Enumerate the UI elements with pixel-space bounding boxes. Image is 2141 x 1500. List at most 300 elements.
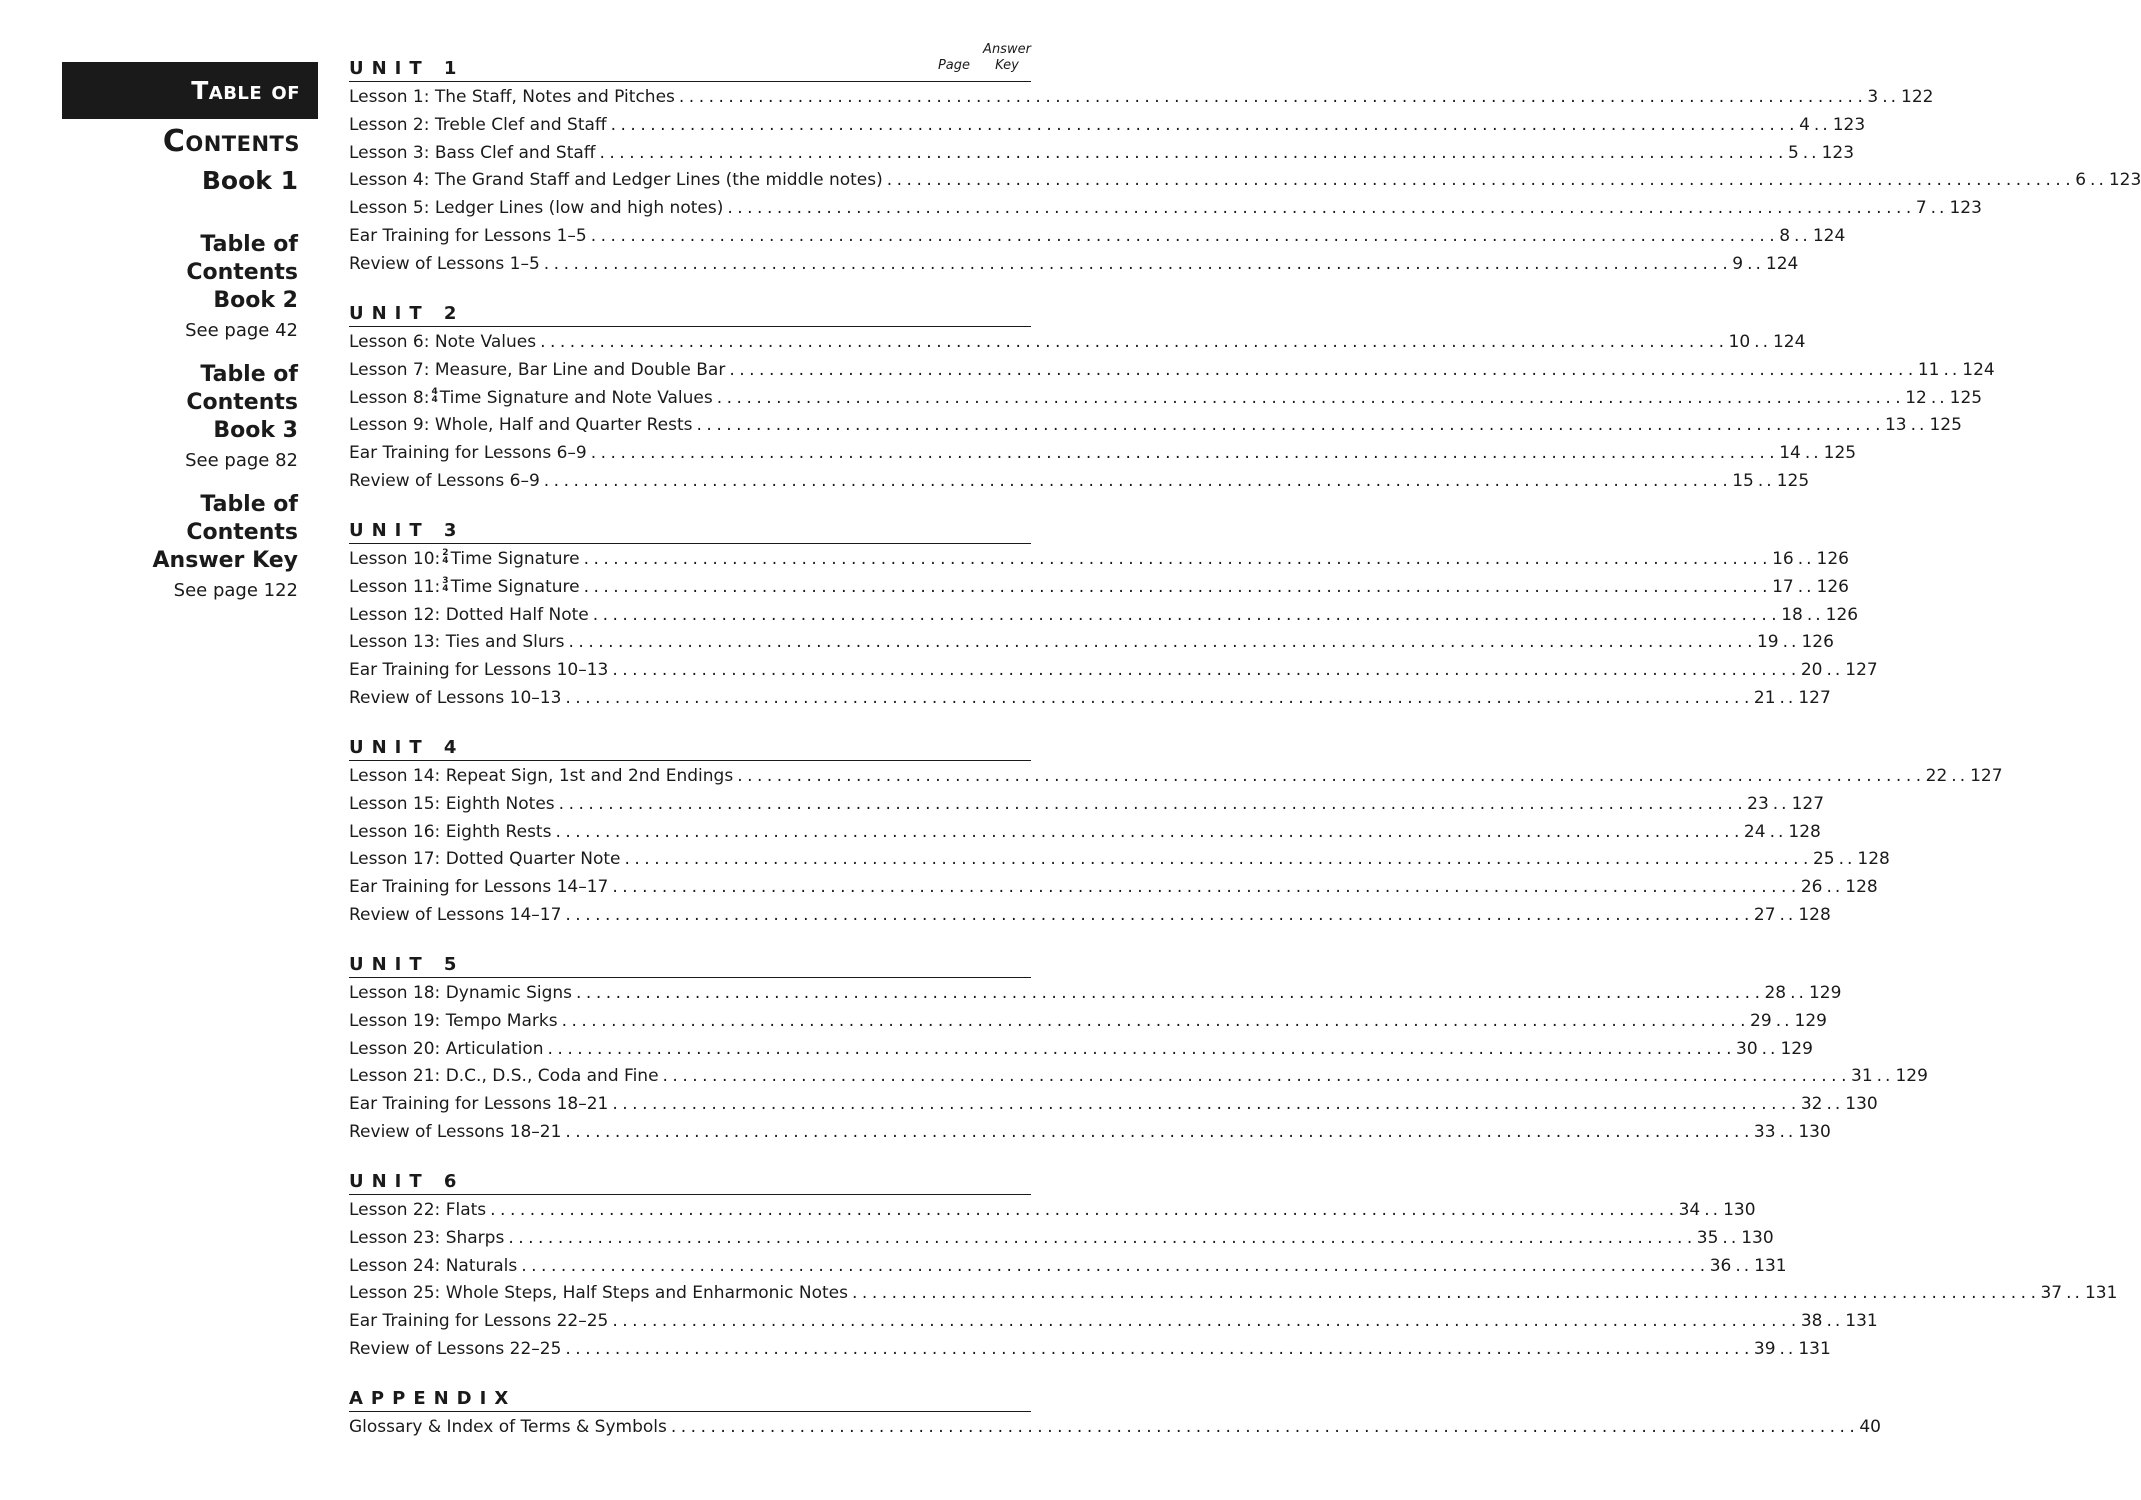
toc-entry[interactable] [349, 1197, 1756, 1225]
entry-title-text: Lesson 24: Naturals [349, 1255, 518, 1276]
entry-title [349, 412, 697, 440]
toc-entry[interactable] [349, 846, 1890, 874]
entry-title [349, 385, 717, 413]
dot-leader: ........................................................................................................................ [670, 1417, 1860, 1437]
unit-section [349, 1170, 2118, 1364]
toc-entry[interactable] [349, 874, 1878, 902]
entry-title-text: Time Signature and Note Values [439, 387, 713, 408]
dot-leader: .. [1826, 660, 1844, 681]
entry-title [349, 1197, 490, 1225]
entry-title [349, 167, 887, 195]
entry-page-number: 5 [1787, 142, 1799, 163]
entry-title [349, 846, 625, 874]
entry-page-number: 25 [1812, 849, 1835, 870]
entry-page-number: 31 [1851, 1066, 1873, 1087]
entry-title [349, 602, 593, 630]
entry-title [349, 195, 727, 223]
toc-entry[interactable] [349, 629, 1834, 657]
toc-entry[interactable] [349, 1036, 1813, 1064]
entry-answer-key-page: 131 [1798, 1338, 1831, 1359]
entry-answer-key-page: 124 [1772, 332, 1806, 352]
dot-leader: .. [1876, 1066, 1894, 1087]
entry-page-number: 29 [1750, 1010, 1772, 1031]
dot-leader: ........................................................................................................................ [612, 660, 1801, 681]
toc-entry[interactable] [349, 1008, 1827, 1036]
toc-entry[interactable] [349, 1280, 2118, 1308]
dot-leader: .. [2066, 1283, 2083, 1304]
entry-title [349, 1253, 521, 1281]
dot-leader: ........................................................................................................................ [599, 142, 1788, 163]
entry-title-text: Ear Training for Lessons 18–21 [349, 1094, 609, 1115]
toc-entry[interactable] [349, 329, 1806, 357]
entry-page-number: 21 [1753, 687, 1776, 708]
unit-section [349, 519, 1878, 713]
toc-entry[interactable] [349, 1308, 1878, 1336]
entry-answer-key-page: 127 [1970, 766, 2003, 786]
entry-answer-key-page: 128 [1845, 877, 1878, 898]
toc-entry[interactable] [349, 1119, 1831, 1147]
entry-title-text: Lesson 25: Whole Steps, Half Steps and Enharmonic Notes [349, 1283, 849, 1304]
dot-leader: ........................................................................................................................ [576, 983, 1765, 1003]
entry-title [349, 1063, 663, 1091]
entry-title-text: Lesson 19: Tempo Marks [349, 1010, 558, 1031]
dot-leader: .. [1804, 443, 1822, 464]
entry-title [349, 1091, 612, 1119]
dot-leader: .. [1813, 114, 1831, 135]
entry-title-text: Lesson 6: Note Values [349, 332, 537, 352]
dot-leader: .. [1779, 904, 1797, 925]
entry-answer-key-page: 125 [1823, 443, 1857, 464]
dot-leader: ........................................................................................................................ [547, 1038, 1736, 1059]
entry-title-text: Lesson 3: Bass Clef and Staff [349, 142, 596, 163]
entry-page-number: 8 [1779, 225, 1791, 246]
entry-answer-key-page: 125 [1929, 415, 1962, 436]
entry-answer-key-page: 123 [2108, 170, 2141, 191]
entry-title [349, 1225, 508, 1253]
entry-title [349, 357, 729, 385]
book3-see-page: See page 82 [185, 450, 298, 471]
entry-title [349, 1308, 612, 1336]
answer-key-link-title-line: Contents [186, 520, 298, 545]
dot-leader: .. [1930, 387, 1948, 408]
toc-entry[interactable] [349, 412, 1962, 440]
dot-leader: .. [1757, 470, 1775, 491]
dot-leader: ........................................................................................................................ [543, 253, 1733, 274]
book2-see-page: See page 42 [185, 320, 298, 341]
dot-leader: ........................................................................................................................ [610, 114, 1800, 135]
entry-title-text: Review of Lessons 18–21 [349, 1121, 562, 1142]
entry-title [349, 223, 591, 251]
entry-answer-key-page: 124 [1812, 225, 1846, 246]
toc-entry[interactable] [349, 657, 1878, 685]
entry-page-number: 17 [1772, 576, 1794, 597]
entry-answer-key-page: 122 [1901, 87, 1934, 107]
entry-title [349, 1119, 565, 1147]
entry-page-number: 26 [1800, 877, 1823, 898]
unit-heading: UNIT 5 [349, 953, 1031, 978]
toc-entry[interactable] [349, 1336, 1831, 1364]
entry-title-text: Lesson 15: Eighth Notes [349, 793, 555, 814]
unit-heading: UNIT 2 [349, 302, 1031, 327]
dot-leader: .. [1704, 1200, 1722, 1220]
dot-leader: ........................................................................................................................ [565, 1121, 1754, 1142]
time-signature-icon [431, 388, 437, 404]
entry-title-text: Lesson 7: Measure, Bar Line and Double Bar [349, 359, 726, 380]
toc-entry[interactable] [349, 819, 1821, 847]
entry-answer-key-page: 123 [1949, 198, 1982, 219]
dot-leader: .. [1826, 1311, 1844, 1332]
entry-title-text: Lesson 18: Dynamic Signs [349, 983, 573, 1003]
dot-leader: ........................................................................................................................ [561, 1010, 1751, 1031]
entry-answer-key-page: 123 [1821, 142, 1855, 163]
entry-title-text: Lesson 4: The Grand Staff and Ledger Lines (the middle notes) [349, 170, 883, 191]
unit-heading: APPENDIX [349, 1387, 1031, 1412]
entry-title-text: Ear Training for Lessons 10–13 [349, 660, 609, 681]
entry-title [349, 1336, 565, 1364]
dot-leader: ........................................................................................................................ [583, 576, 1773, 597]
dot-leader: .. [1838, 849, 1856, 870]
dot-leader: ........................................................................................................................ [490, 1200, 1679, 1220]
dot-leader: ........................................................................................................................ [852, 1283, 2041, 1304]
entry-answer-key-page: 129 [1808, 983, 1842, 1003]
dot-leader: ........................................................................................................................ [543, 470, 1733, 491]
dot-leader: ........................................................................................................................ [568, 632, 1757, 653]
entry-answer-key-page: 124 [1765, 253, 1799, 274]
toc-entry[interactable] [349, 385, 1983, 413]
toc-entry[interactable] [349, 791, 1825, 819]
entry-title [349, 251, 544, 279]
entry-title [349, 980, 576, 1008]
entry-answer-key-page: 130 [1845, 1094, 1878, 1115]
entry-title-text: Lesson 13: Ties and Slurs [349, 632, 565, 653]
dot-leader: .. [1951, 766, 1969, 786]
dot-leader: .. [1802, 142, 1820, 163]
entry-title-text: Time Signature [450, 576, 580, 597]
unit-section [349, 953, 1928, 1147]
entry-title-text: Lesson 23: Sharps [349, 1227, 505, 1248]
entry-title-text: Glossary & Index of Terms & Symbols [349, 1417, 667, 1437]
dot-leader: ........................................................................................................................ [624, 849, 1813, 870]
book2-link-title-line: Contents [186, 260, 298, 285]
dot-leader: .. [1735, 1255, 1753, 1276]
dot-leader: .. [1779, 687, 1797, 708]
entry-answer-key-page: 125 [1949, 387, 1983, 408]
unit-section [349, 736, 2003, 930]
toc-entry[interactable] [349, 195, 1982, 223]
entry-answer-key-page: 131 [1845, 1311, 1878, 1332]
toc-banner: Table of [62, 62, 318, 119]
entry-title-text: Lesson 20: Articulation [349, 1038, 544, 1059]
entry-title [349, 657, 612, 685]
entry-title [349, 1280, 852, 1308]
entry-title-text: Lesson 17: Dotted Quarter Note [349, 849, 621, 870]
entry-page-number: 22 [1925, 766, 1948, 786]
unit-section [349, 1387, 1881, 1442]
toc-entry[interactable] [349, 84, 1934, 112]
dot-leader: ........................................................................................................................ [886, 170, 2076, 191]
dot-leader: ........................................................................................................................ [612, 1094, 1801, 1115]
unit-heading: UNIT 6 [349, 1170, 1031, 1195]
entry-title [349, 112, 611, 140]
entry-title [349, 1414, 671, 1442]
entry-title [349, 140, 599, 168]
entry-page-number: 12 [1905, 387, 1927, 408]
toc-entry[interactable] [349, 1063, 1928, 1091]
toc-contents-heading: Contents [162, 124, 300, 159]
answer-key-see-page: See page 122 [173, 580, 298, 601]
entry-answer-key-page: 126 [1825, 604, 1859, 625]
entry-answer-key-page: 127 [1845, 660, 1878, 681]
entry-title [349, 440, 591, 468]
entry-page-number: 9 [1732, 253, 1744, 274]
unit-heading: UNIT 3 [349, 519, 1031, 544]
entry-page-number: 28 [1764, 983, 1787, 1003]
entry-title-text: Ear Training for Lessons 6–9 [349, 443, 587, 464]
dot-leader: ........................................................................................................................ [565, 687, 1754, 708]
dot-leader: ........................................................................................................................ [590, 443, 1780, 464]
entry-page-number: 33 [1753, 1121, 1776, 1142]
entry-answer-key-page: 126 [1816, 549, 1849, 569]
entry-answer-key-page: 129 [1895, 1066, 1928, 1087]
dot-leader: .. [1826, 1094, 1844, 1115]
entry-page-number: 3 [1867, 87, 1879, 107]
entry-title-text: Lesson 10: [349, 549, 441, 569]
entry-title-text: Review of Lessons 6–9 [349, 470, 540, 491]
entry-title [349, 574, 584, 602]
entry-title-text: Ear Training for Lessons 14–17 [349, 877, 609, 898]
dot-leader: ........................................................................................................................ [565, 1338, 1754, 1359]
dot-leader: ........................................................................................................................ [612, 1311, 1801, 1332]
entry-title-text: Review of Lessons 22–25 [349, 1338, 562, 1359]
dot-leader: .. [1754, 332, 1771, 352]
toc-entry[interactable] [349, 602, 1859, 630]
toc-entry[interactable] [349, 1253, 1787, 1281]
dot-leader: ........................................................................................................................ [590, 225, 1780, 246]
entry-page-number: 35 [1696, 1227, 1719, 1248]
answer-key-heading-line: Answer [983, 42, 1031, 57]
entry-title-text: Lesson 1: The Staff, Notes and Pitches [349, 87, 675, 107]
dot-leader: ........................................................................................................................ [558, 793, 1748, 814]
entry-page-number: 30 [1736, 1038, 1758, 1059]
dot-leader: .. [2090, 170, 2107, 191]
dot-leader: ........................................................................................................................ [565, 904, 1754, 925]
entry-page-number: 38 [1800, 1311, 1823, 1332]
entry-page-number: 15 [1732, 470, 1754, 491]
entry-page-number: 36 [1709, 1255, 1732, 1276]
toc-entry[interactable] [349, 763, 2003, 791]
dot-leader: .. [1910, 415, 1928, 436]
toc-entry[interactable] [349, 223, 1846, 251]
dot-leader: .. [1930, 198, 1948, 219]
entry-page-number: 40 [1859, 1417, 1881, 1437]
entry-page-number: 14 [1779, 443, 1801, 464]
entry-title [349, 902, 565, 930]
entry-page-number: 37 [2040, 1283, 2063, 1304]
entry-title [349, 84, 679, 112]
entry-answer-key-page: 125 [1776, 470, 1810, 491]
toc-entry[interactable] [349, 112, 1866, 140]
time-signature-denominator: 4 [442, 556, 449, 566]
entry-page-number: 11 [1917, 359, 1940, 380]
toc-entry[interactable] [349, 574, 1849, 602]
dot-leader: ........................................................................................................................ [583, 549, 1773, 569]
entry-title [349, 791, 559, 819]
entry-title-text: Review of Lessons 10–13 [349, 687, 562, 708]
entry-answer-key-page: 130 [1798, 1121, 1831, 1142]
time-signature-icon [442, 549, 448, 565]
toc-entry[interactable] [349, 685, 1831, 713]
dot-leader: ........................................................................................................................ [716, 387, 1906, 408]
dot-leader: .. [1794, 225, 1811, 246]
entry-title-text: Lesson 8: [349, 387, 430, 408]
time-signature-denominator: 4 [431, 394, 438, 405]
entry-page-number: 16 [1772, 549, 1794, 569]
book3-link-title-line: Table of [200, 362, 298, 387]
entry-answer-key-page: 124 [1962, 359, 1995, 380]
book3-link-title-line: Book 3 [213, 418, 298, 443]
toc-book-label: Book 1 [201, 166, 298, 195]
book2-link-title-line: Table of [200, 232, 298, 257]
entry-page-number: 27 [1753, 904, 1776, 925]
toc-entry[interactable] [349, 440, 1857, 468]
entry-title-text: Lesson 21: D.C., D.S., Coda and Fine [349, 1066, 659, 1087]
dot-leader: ........................................................................................................................ [727, 198, 1916, 219]
book3-link[interactable] [38, 361, 298, 475]
dot-leader: .. [1779, 1121, 1797, 1142]
entry-answer-key-page: 128 [1798, 904, 1831, 925]
entry-title [349, 629, 569, 657]
answer-key-link-title-line: Table of [200, 492, 298, 517]
entry-title [349, 1036, 548, 1064]
entry-answer-key-page: 131 [1754, 1255, 1787, 1276]
entry-title-text: Lesson 12: Dotted Half Note [349, 604, 589, 625]
toc-entry[interactable] [349, 357, 1995, 385]
toc-entry[interactable] [349, 1225, 1774, 1253]
entry-title-text: Lesson 5: Ledger Lines (low and high notes) [349, 198, 724, 219]
entry-answer-key-page: 126 [1816, 576, 1849, 597]
toc-entry[interactable] [349, 468, 1810, 496]
entry-page-number: 20 [1800, 660, 1823, 681]
dot-leader: .. [1826, 877, 1844, 898]
dot-leader: .. [1722, 1227, 1740, 1248]
entry-title-text: Lesson 22: Flats [349, 1200, 487, 1220]
entry-answer-key-page: 129 [1794, 1010, 1827, 1031]
entry-answer-key-page: 130 [1741, 1227, 1774, 1248]
entry-answer-key-page: 123 [1832, 114, 1866, 135]
dot-leader: .. [1779, 1338, 1797, 1359]
entry-page-number: 18 [1781, 604, 1803, 625]
dot-leader: .. [1772, 793, 1790, 814]
entry-title-text: Lesson 11: [349, 576, 441, 597]
dot-leader: .. [1782, 632, 1800, 653]
entry-answer-key-page: 129 [1780, 1038, 1813, 1059]
toc-entry[interactable] [349, 1414, 1881, 1442]
entry-page-number: 4 [1799, 114, 1810, 135]
toc-entry[interactable] [349, 167, 2141, 195]
toc-entry[interactable] [349, 140, 1855, 168]
toc-entry[interactable] [349, 902, 1831, 930]
entry-answer-key-page: 131 [2084, 1283, 2118, 1304]
entry-title-text: Lesson 16: Eighth Rests [349, 821, 552, 842]
book2-link[interactable] [38, 231, 298, 345]
book2-link-title-line: Book 2 [213, 288, 298, 313]
unit-section [349, 302, 1995, 496]
dot-leader: .. [1747, 253, 1764, 274]
entry-title [349, 763, 737, 791]
dot-leader: ........................................................................................................................ [508, 1227, 1697, 1248]
toc-entry[interactable] [349, 980, 1842, 1008]
dot-leader: ........................................................................................................................ [662, 1066, 1851, 1087]
dot-leader: ........................................................................................................................ [729, 359, 1918, 380]
dot-leader: .. [1769, 821, 1787, 842]
entry-title [349, 329, 540, 357]
entry-page-number: 10 [1728, 332, 1751, 352]
dot-leader: .. [1882, 87, 1899, 107]
entry-answer-key-page: 127 [1798, 687, 1831, 708]
dot-leader: ........................................................................................................................ [555, 821, 1744, 842]
unit-heading: UNIT 1 [349, 57, 1031, 82]
entry-page-number: 39 [1753, 1338, 1776, 1359]
entry-title-text: Ear Training for Lessons 22–25 [349, 1311, 609, 1332]
dot-leader: ........................................................................................................................ [696, 415, 1885, 436]
toc-entry[interactable] [349, 546, 1849, 574]
entry-answer-key-page: 128 [1857, 849, 1890, 870]
entry-title-text: Lesson 2: Treble Clef and Staff [349, 114, 607, 135]
book3-link-title-line: Contents [186, 390, 298, 415]
dot-leader: ........................................................................................................................ [737, 766, 1926, 786]
entry-title [349, 874, 612, 902]
toc-entry[interactable] [349, 1091, 1878, 1119]
dot-leader: ........................................................................................................................ [678, 87, 1868, 107]
entry-answer-key-page: 130 [1723, 1200, 1756, 1220]
dot-leader: .. [1943, 359, 1961, 380]
dot-leader: .. [1797, 549, 1815, 569]
entry-title-text: Review of Lessons 14–17 [349, 904, 562, 925]
answer-key-heading-line: Key [995, 58, 1019, 73]
dot-leader: .. [1797, 576, 1815, 597]
entry-title [349, 685, 565, 713]
entry-title-text: Ear Training for Lessons 1–5 [349, 225, 587, 246]
entry-title [349, 546, 584, 574]
entry-answer-key-page: 126 [1801, 632, 1834, 653]
entry-page-number: 19 [1756, 632, 1779, 653]
time-signature-numerator: 2 [442, 548, 449, 558]
entry-title-text: Time Signature [450, 549, 580, 569]
time-signature-numerator: 4 [431, 386, 438, 397]
entry-page-number: 6 [2075, 170, 2087, 191]
unit-section [349, 57, 2141, 279]
entry-title-text: Review of Lessons 1–5 [349, 253, 540, 274]
entry-title [349, 468, 544, 496]
dot-leader: ........................................................................................................................ [592, 604, 1782, 625]
entry-answer-key-page: 128 [1788, 821, 1821, 842]
time-signature-denominator: 4 [442, 583, 449, 594]
dot-leader: .. [1775, 1010, 1793, 1031]
entry-page-number: 32 [1800, 1094, 1823, 1115]
answer-key-link[interactable] [38, 491, 298, 605]
answer-key-link-title-line: Answer Key [152, 548, 298, 573]
entry-page-number: 23 [1747, 793, 1769, 814]
toc-entry[interactable] [349, 251, 1799, 279]
time-signature-icon [442, 577, 448, 593]
entry-title [349, 1008, 562, 1036]
entry-title-text: Lesson 14: Repeat Sign, 1st and 2nd Endings [349, 766, 734, 786]
entry-page-number: 7 [1915, 198, 1927, 219]
dot-leader: .. [1761, 1038, 1779, 1059]
dot-leader: ........................................................................................................................ [540, 332, 1729, 352]
entry-page-number: 24 [1743, 821, 1766, 842]
entry-page-number: 34 [1678, 1200, 1701, 1220]
